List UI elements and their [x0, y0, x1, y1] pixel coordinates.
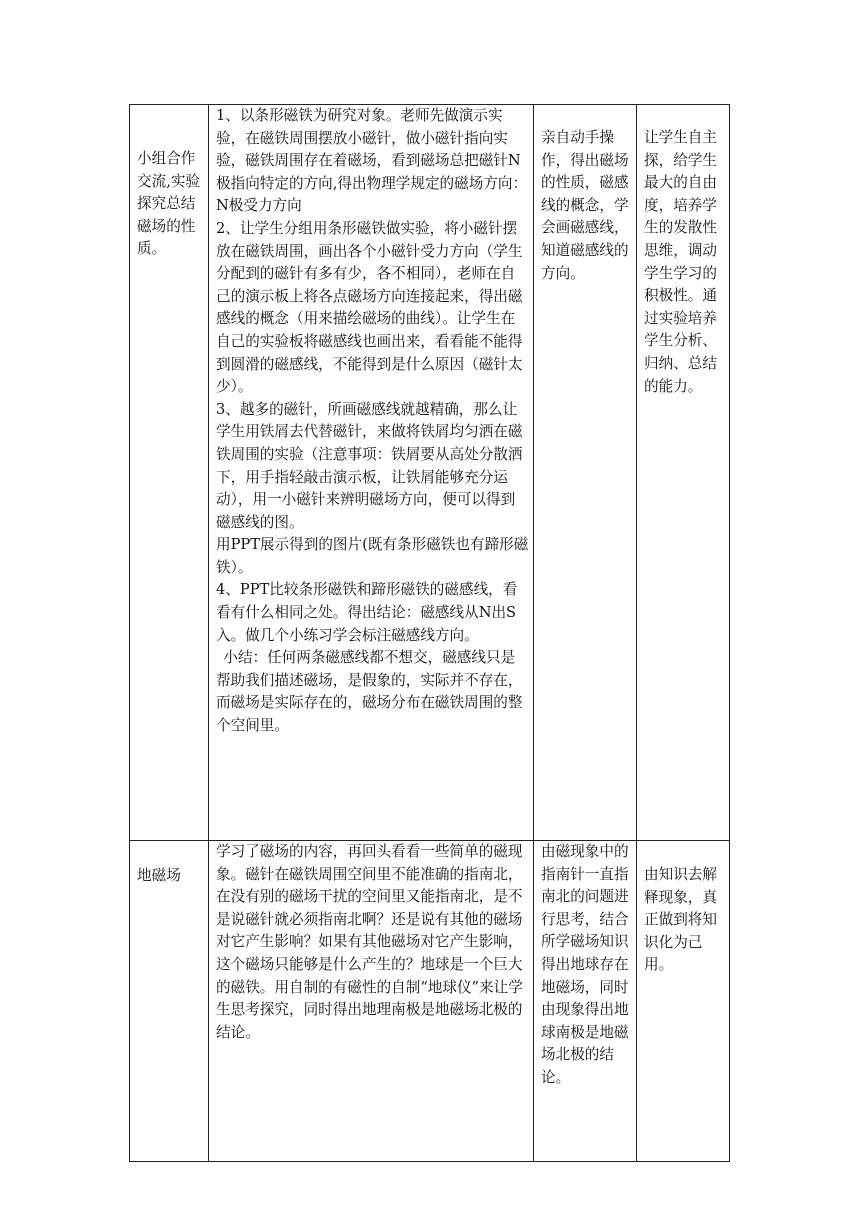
lesson-plan-table [129, 104, 730, 1162]
student-activity-text: 由磁现象中的指南针一直指南北的问题进行思考，结合所学磁场知识得出地球存在地磁场，同时由现象得出地球南极是地磁场北极的结论。 [541, 843, 629, 1086]
design-purpose-text: 由知识去解释现象，真正做到将知识化为己用。 [644, 866, 717, 974]
table-row [130, 841, 730, 1162]
student-activity-text: 亲自动手操作，得出磁场的性质，磁感线的概念，学会画磁感线，知道磁感线的方向。 [541, 129, 629, 282]
design-purpose-text: 让学生自主探，给学生最大的自由度，培养学生的发散性思维，调动学生学习的积极性。通过实验培养学生分析、归纳、总结的能力。 [644, 129, 717, 395]
topic-cell [130, 105, 209, 841]
topic-cell [130, 841, 209, 1162]
summary-paragraph: 小结：任何两条磁感线都不想交，磁感线只是帮助我们描述磁场，是假象的，实际并不存在，而磁场是实际存在的，磁场分布在磁铁周围的整个空间里。 [216, 649, 523, 735]
content-paragraph: 4、PPT比较条形磁铁和蹄形磁铁的磁感线，看看有什么相同之处。得出结论：磁感线从N出S入。做几个小练习学会标注磁感线方向。 [216, 581, 518, 644]
content-paragraph: 用PPT展示得到的图片(既有条形磁铁也有蹄形磁铁）。 [216, 536, 529, 576]
content-cell [209, 841, 534, 1162]
content-paragraph: 学习了磁场的内容，再回头看看一些简单的磁现象。磁针在磁铁周围空间里不能准确的指南北，在没有别的磁场干扰的空间里又能指南北，是不是说磁针就必须指南北啊？还是说有其他的磁场对它产生影响？如果有其他磁场对它产生影响，这个磁场只能够是什么产生的？地球是一个巨大的磁铁。用自制的有磁性的自制“地球仪”来让学生思考探究，同时得出地理南极是地磁场北极的结论。 [216, 843, 523, 1041]
design-purpose-cell [637, 841, 730, 1162]
content-paragraph: 2、让学生分组用条形磁铁做实验，将小磁针摆放在磁铁周围，画出各个小磁针受力方向（学生分配到的磁针有多有少，各不相同），老师在自己的演示板上将各点磁场方向连接起来，得出磁感线的概念（用来描绘磁场的曲线）。让学生在自己的实验板将磁感线也画出来，看看能不能得到圆滑的磁感线，不能得到是什么原因（磁针太少）。 [216, 219, 523, 396]
table-row [130, 105, 730, 841]
topic-text: 小组合作交流,实验探究总结磁场的性质。 [137, 150, 201, 258]
content-cell [209, 105, 534, 841]
topic-text: 地磁场 [137, 867, 181, 884]
content-paragraph: 1、以条形磁铁为研究对象。老师先做演示实验，在磁铁周围摆放小磁针，做小磁针指向实验，磁铁周围存在着磁场，看到磁场总把磁针N极指向特定的方向,得出物理学规定的磁场方向：N极受力方向 [216, 107, 528, 215]
content-paragraph: 3、越多的磁针，所画磁感线就越精确，那么让学生用铁屑去代替磁针，来做将铁屑均匀洒在磁铁周围的实验（注意事项：铁屑要从高处分散洒下，用手指轻敲击演示板，让铁屑能够充分运动），用一小磁针来辨明磁场方向，便可以得到磁感线的图。 [216, 400, 523, 531]
student-activity-cell [534, 105, 637, 841]
student-activity-cell [534, 841, 637, 1162]
design-purpose-cell [637, 105, 730, 841]
